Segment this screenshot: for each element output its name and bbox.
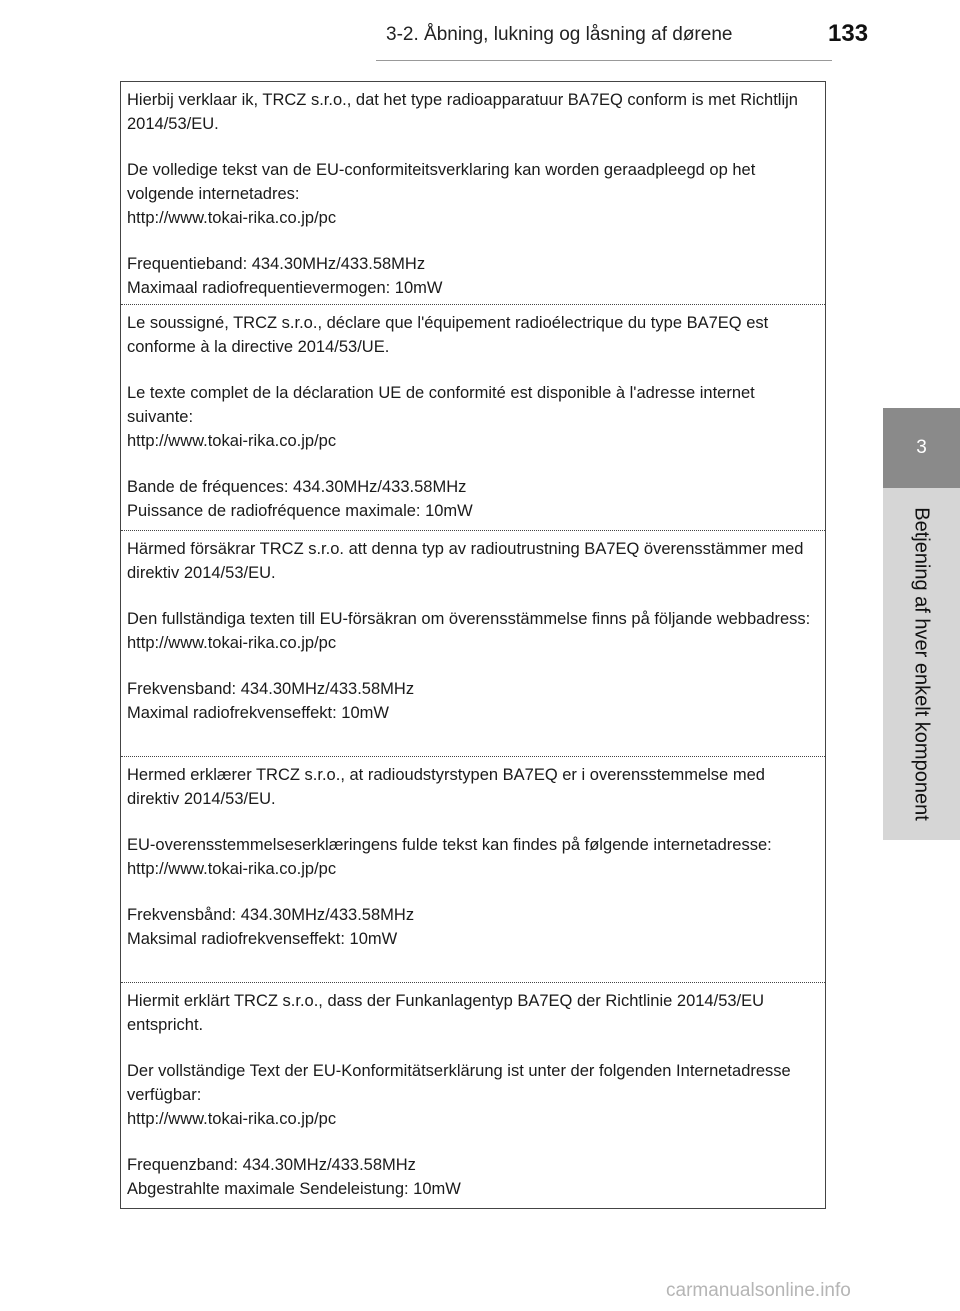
- declaration-statement: Le soussigné, TRCZ s.r.o., déclare que l'équipement radioélectrique du type BA7EQ est conforme à la directive 2014/53/UE.: [127, 314, 769, 356]
- max-power: Maksimal radiofrekvenseffekt: 10mW: [127, 930, 398, 948]
- site-watermark: carmanualsonline.info: [666, 1280, 851, 1301]
- declaration-statement: Härmed försäkrar TRCZ s.r.o. att denna typ av radioutrustning BA7EQ överensstämmer med direktiv 2014/53/EU.: [127, 540, 804, 582]
- header-divider: [376, 60, 832, 61]
- declaration-section-dutch: [121, 82, 825, 304]
- declaration-section-french: [121, 304, 825, 530]
- max-power: Puissance de radiofréquence maximale: 10mW: [127, 502, 473, 520]
- declaration-url: http://www.tokai-rika.co.jp/pc: [127, 860, 337, 878]
- frequency-band: Frekvensbånd: 434.30MHz/433.58MHz: [127, 906, 415, 924]
- declaration-info: Den fullständiga texten till EU-försäkran om överensstämmelse finns på följande webbadress:: [127, 610, 811, 628]
- page-number: 133: [828, 20, 869, 47]
- declaration-url: http://www.tokai-rika.co.jp/pc: [127, 209, 337, 227]
- declaration-statement: Hermed erklærer TRCZ s.r.o., at radioudstyrstypen BA7EQ er i overensstemmelse med direktiv 2014/53/EU.: [127, 766, 765, 808]
- declaration-url: http://www.tokai-rika.co.jp/pc: [127, 1110, 337, 1128]
- declaration-section-german: [121, 982, 825, 1208]
- frequency-band: Frequenzband: 434.30MHz/433.58MHz: [127, 1156, 416, 1174]
- declaration-info: De volledige tekst van de EU-conformiteitsverklaring kan worden geraadpleegd op het volgende internetadres:: [127, 161, 756, 203]
- declaration-section-danish: [121, 756, 825, 982]
- declaration-box: [120, 81, 826, 1209]
- max-power: Abgestrahlte maximale Sendeleistung: 10mW: [127, 1180, 461, 1198]
- declaration-statement: Hierbij verklaar ik, TRCZ s.r.o., dat het type radioapparatuur BA7EQ conform is met Richtlijn 2014/53/EU.: [127, 91, 798, 133]
- max-power: Maximaal radiofrequentievermogen: 10mW: [127, 279, 443, 297]
- declaration-info: Der vollständige Text der EU-Konformitätserklärung ist unter der folgenden Internetadresse verfügbar:: [127, 1062, 791, 1104]
- declaration-section-swedish: [121, 530, 825, 756]
- max-power: Maximal radiofrekvenseffekt: 10mW: [127, 704, 389, 722]
- declaration-url: http://www.tokai-rika.co.jp/pc: [127, 432, 337, 450]
- chapter-tab-label: Betjening af hver enkelt komponent: [910, 507, 933, 821]
- chapter-title: 3-2. Åbning, lukning og låsning af dørene: [386, 24, 733, 45]
- frequency-band: Bande de fréquences: 434.30MHz/433.58MHz: [127, 478, 467, 496]
- declaration-statement: Hiermit erklärt TRCZ s.r.o., dass der Funkanlagentyp BA7EQ der Richtlinie 2014/53/EU entspricht.: [127, 992, 765, 1034]
- declaration-url: http://www.tokai-rika.co.jp/pc: [127, 634, 337, 652]
- declaration-info: EU-overensstemmelseserklæringens fulde tekst kan findes på følgende internetadresse:: [127, 836, 772, 854]
- chapter-tab-number: 3: [916, 437, 927, 458]
- frequency-band: Frequentieband: 434.30MHz/433.58MHz: [127, 255, 426, 273]
- declaration-info: Le texte complet de la déclaration UE de conformité est disponible à l'adresse internet suivante:: [127, 384, 755, 426]
- frequency-band: Frekvensband: 434.30MHz/433.58MHz: [127, 680, 415, 698]
- chapter-tab: [883, 408, 960, 488]
